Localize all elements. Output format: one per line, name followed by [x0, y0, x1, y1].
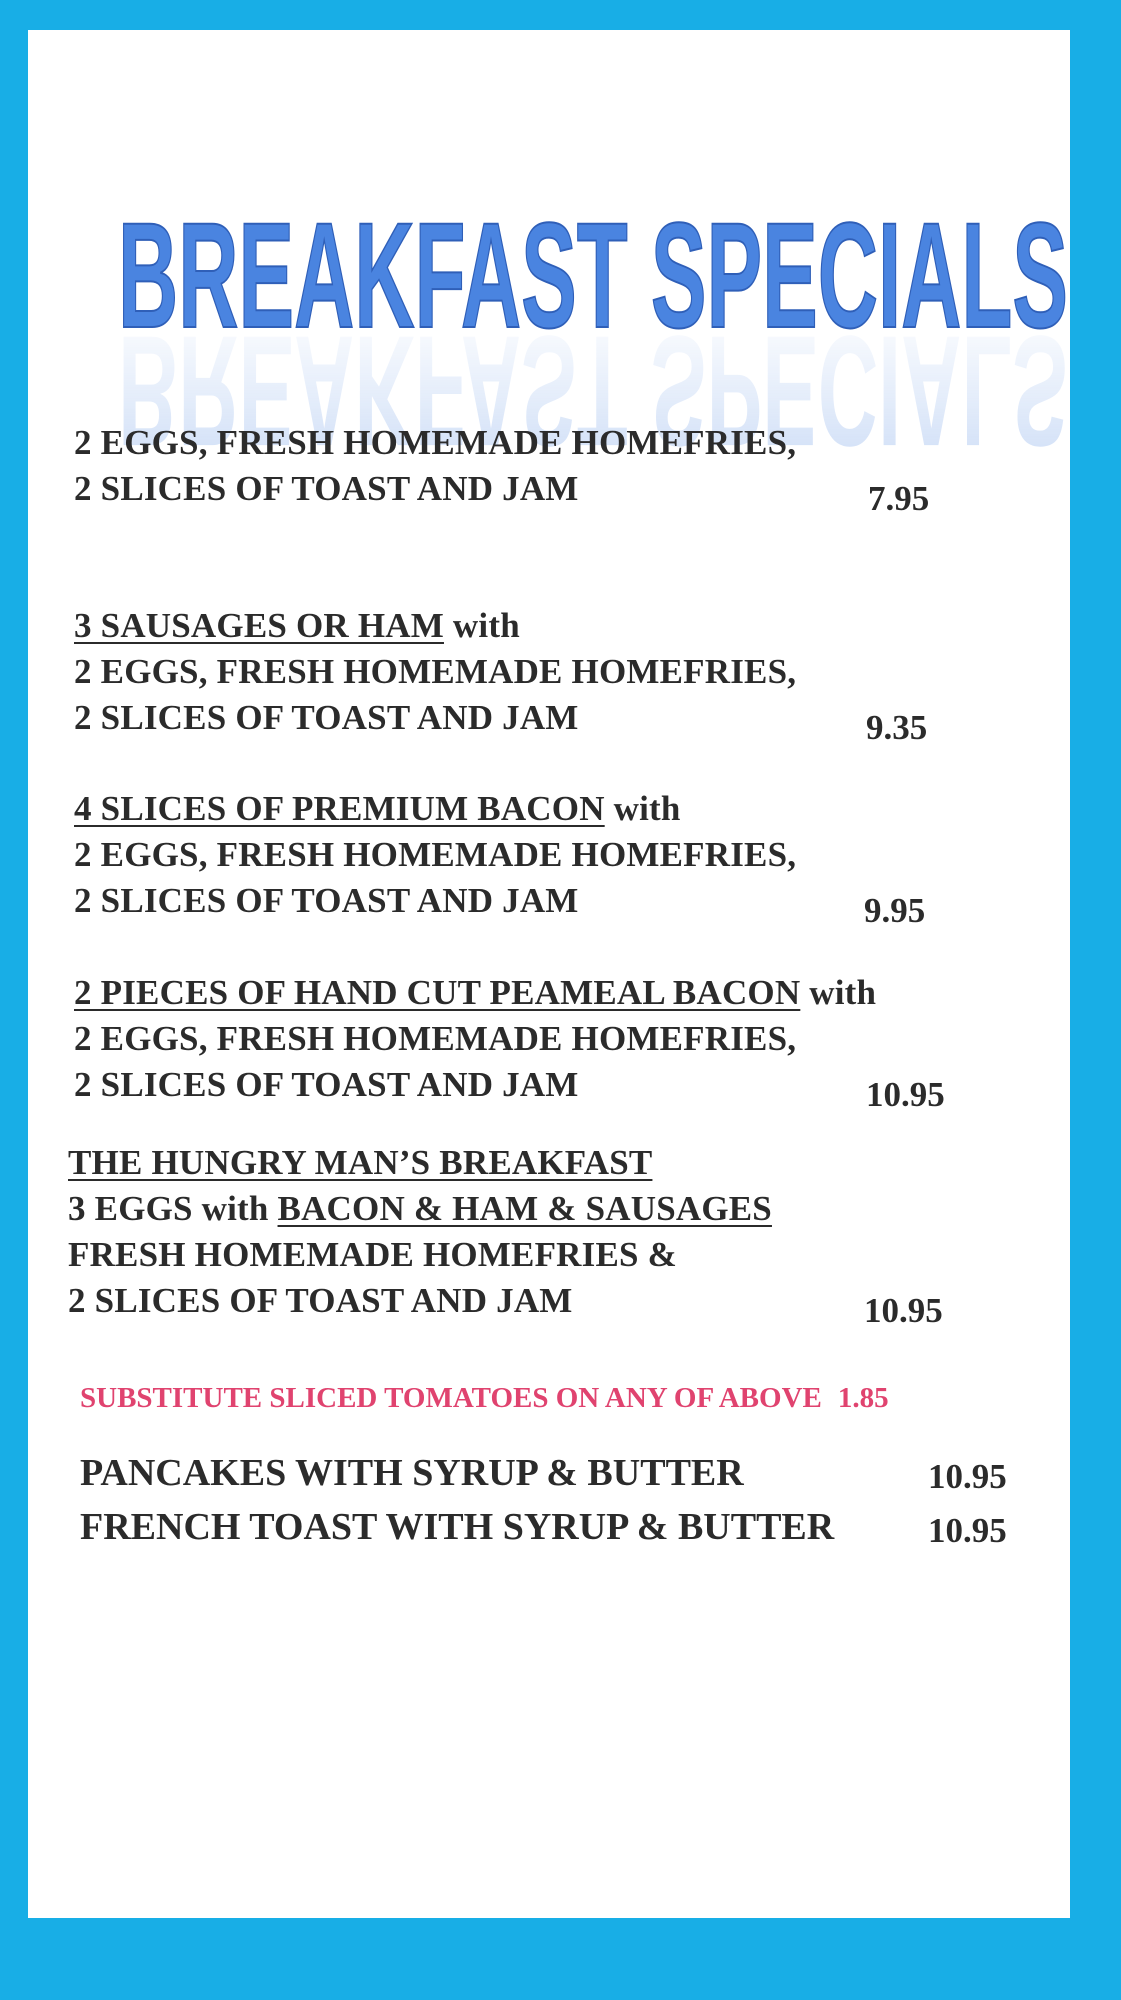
menu-item-text: 2 SLICES OF TOAST AND JAM [74, 881, 579, 920]
menu-item-line [74, 420, 974, 466]
menu-item-line [74, 970, 974, 1016]
extra-item-price: 10.95 [928, 1457, 1007, 1496]
menu-item-text: with [800, 973, 877, 1012]
menu-items [28, 30, 1070, 1918]
menu-item [74, 420, 974, 512]
menu-item-text: 2 SLICES OF TOAST AND JAM [74, 469, 579, 508]
menu-item-price: 10.95 [864, 1291, 943, 1330]
menu-item-text: 2 EGGS, FRESH HOMEMADE HOMEFRIES, [74, 423, 797, 462]
menu-item-line [74, 695, 974, 741]
substitution-note-text: SUBSTITUTE SLICED TOMATOES ON ANY OF ABOVE [80, 1382, 822, 1414]
substitution-note-price: 1.85 [837, 1382, 889, 1414]
menu-item [74, 970, 974, 1108]
menu-item-price: 9.95 [864, 891, 926, 930]
menu-item-text: 2 SLICES OF TOAST AND JAM [68, 1281, 573, 1320]
substitution-note [80, 1378, 889, 1418]
menu-item-line [74, 603, 974, 649]
menu-item-line [68, 1140, 968, 1186]
menu-item-text: with [443, 606, 520, 645]
menu-item-text: 2 SLICES OF TOAST AND JAM [74, 1065, 579, 1104]
menu-item-price: 10.95 [866, 1075, 945, 1114]
menu-item-line [74, 786, 974, 832]
menu-item [68, 1140, 968, 1324]
menu-item-line [74, 878, 974, 924]
menu-item-text: 2 EGGS, FRESH HOMEMADE HOMEFRIES, [74, 1019, 797, 1058]
menu-item-text: FRESH HOMEMADE HOMEFRIES & [68, 1235, 677, 1274]
menu-item-text: with [604, 789, 681, 828]
menu-item-line [74, 1016, 974, 1062]
extra-item-name: PANCAKES WITH SYRUP & BUTTER [80, 1452, 744, 1494]
menu-item-line [74, 832, 974, 878]
menu-item-text: 2 EGGS, FRESH HOMEMADE HOMEFRIES, [74, 835, 797, 874]
menu-item-line [74, 1062, 974, 1108]
menu-item-highlight: BACON & HAM & SAUSAGES [277, 1189, 772, 1228]
menu-card [28, 30, 1070, 1918]
menu-item-line [68, 1186, 968, 1232]
menu-item [74, 786, 974, 924]
menu-item-price: 9.35 [866, 708, 928, 747]
menu-item-highlight: 2 PIECES OF HAND CUT PEAMEAL BACON [74, 973, 801, 1012]
menu-title-text: BREAKFAST SPECIALS [118, 191, 1068, 359]
menu-item-text: 3 EGGS with [68, 1189, 278, 1228]
menu-item-line [68, 1232, 968, 1278]
menu-item-price: 7.95 [868, 479, 930, 518]
menu-item-text: 2 SLICES OF TOAST AND JAM [74, 698, 579, 737]
menu-item [74, 603, 974, 741]
menu-item-highlight: THE HUNGRY MAN’S BREAKFAST [68, 1143, 653, 1182]
extra-item-name: FRENCH TOAST WITH SYRUP & BUTTER [80, 1506, 835, 1548]
menu-item-text: 2 EGGS, FRESH HOMEMADE HOMEFRIES, [74, 652, 797, 691]
menu-title-reflection: BREAKFAST SPECIALS [118, 302, 1069, 480]
menu-item-line [74, 649, 974, 695]
menu-item-line [68, 1278, 968, 1324]
menu-item-line [74, 466, 974, 512]
extra-item-price: 10.95 [928, 1511, 1007, 1550]
menu-item-highlight: 3 SAUSAGES OR HAM [74, 606, 444, 645]
menu-item-highlight: 4 SLICES OF PREMIUM BACON [74, 789, 605, 828]
